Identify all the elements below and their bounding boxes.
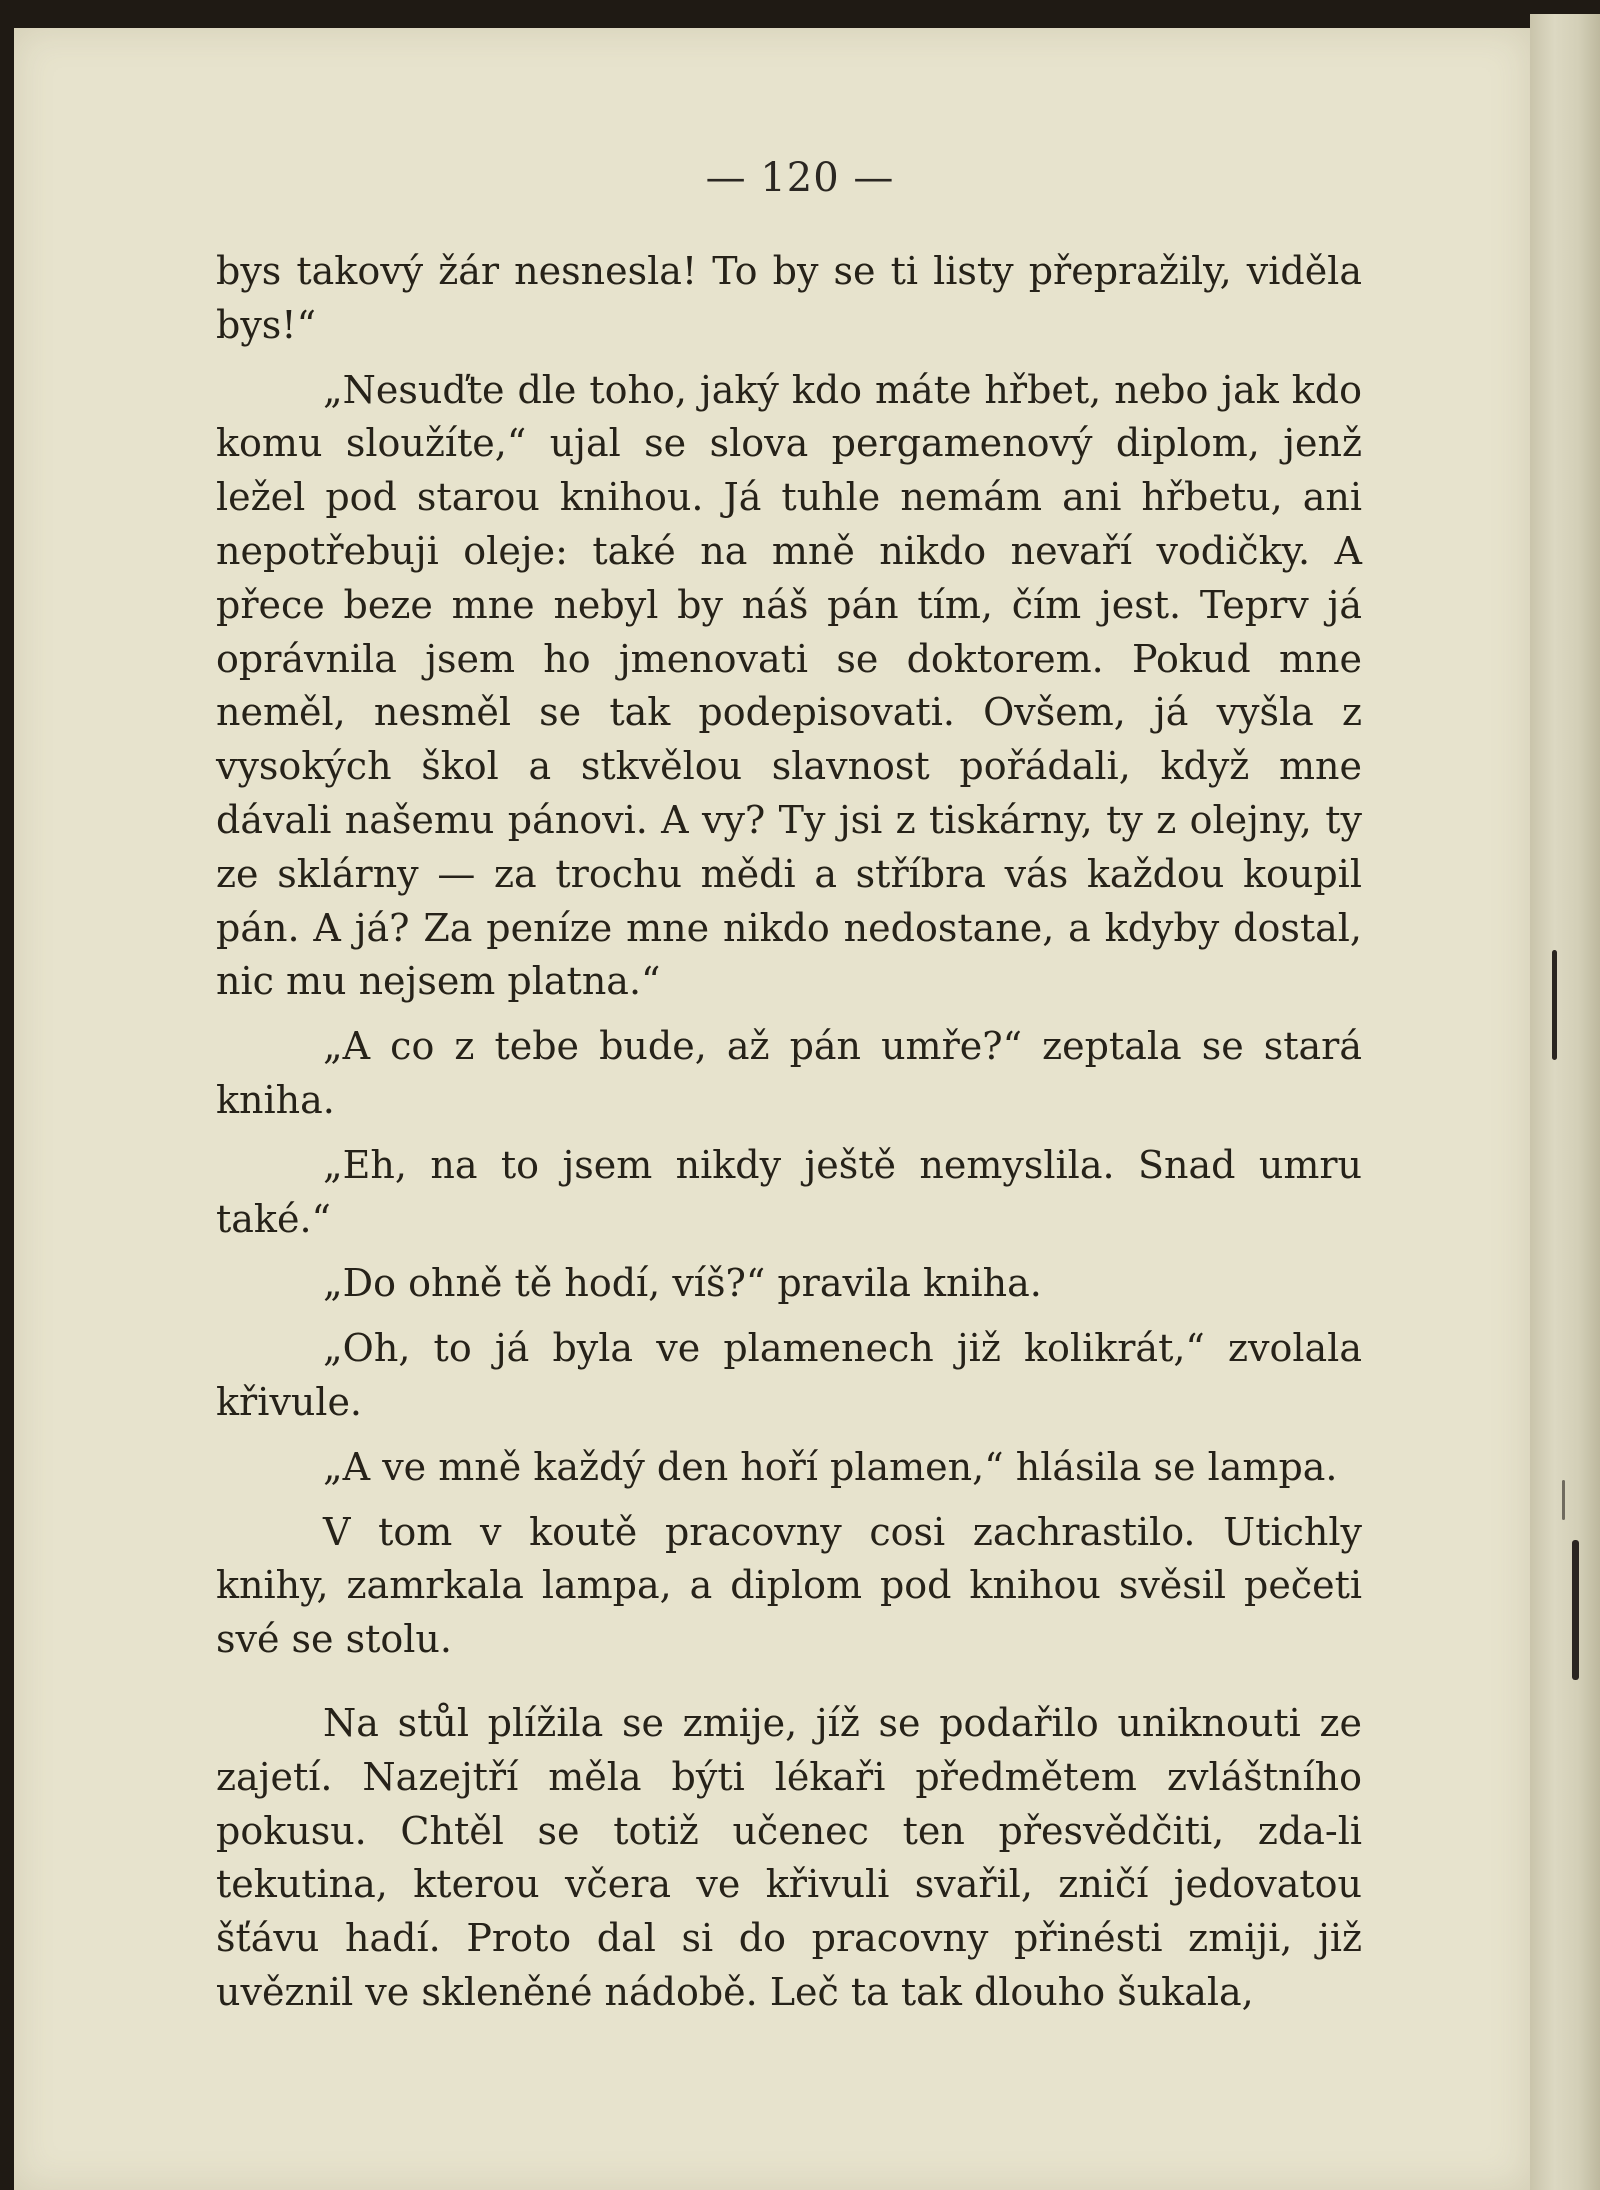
body-text xyxy=(216,245,1362,2020)
paragraph: „Eh, na to jsem nikdy ještě nemyslila. Snad umru také.“ xyxy=(216,1142,1362,1241)
page-edge-strip xyxy=(1530,14,1600,2190)
paragraph: bys takový žár nesnesla! To by se ti listy přepražily, viděla bys!“ xyxy=(216,249,1362,347)
paragraph: V tom v koutě pracovny cosi zachrastilo. Utichly knihy, zamrkala lampa, a diplom pod knihou svěsil pečeti své se stolu. xyxy=(216,1509,1362,1662)
paragraph: „A ve mně každý den hoří plamen,“ hlásila se lampa. xyxy=(323,1444,1338,1489)
paragraph: Na stůl plížila se zmije, jíž se podařilo uniknouti ze zajetí. Nazejtří měla býti lékaři předmětem zvláštního pokusu. Chtěl se totiž učenec ten přesvědčiti, zda-li tekutina, kterou včera ve křivuli svařil, zničí jedovatou šťávu hadí. Proto dal si do pracovny přinésti zmiji, již uvěznil ve skleněné nádobě. Leč ta tak dlouho šukala, xyxy=(216,1700,1362,2014)
binding-mark xyxy=(1552,950,1557,1060)
binding-mark xyxy=(1562,1480,1565,1520)
paragraph: „Do ohně tě hodí, víš?“ pravila kniha. xyxy=(323,1261,1042,1306)
paragraph: „Oh, to já byla ve plamenech již kolikrát,“ zvolala křivule. xyxy=(216,1326,1362,1424)
paragraph: „A co z tebe bude, až pán umře?“ zeptala se stará kniha. xyxy=(216,1024,1362,1122)
paragraph: „Nesuďte dle toho, jaký kdo máte hřbet, nebo jak kdo komu sloužíte,“ ujal se slova pergamenový diplom, jenž ležel pod starou knihou. Já tuhle nemám ani hřbetu, ani nepotřebuji oleje: také na mně nikdo nevaří vodičky. A přece beze mne nebyl by náš pán tím, čím jest. Teprv já oprávnila jsem ho jmenovati se doktorem. Pokud mne neměl, nesměl se tak podepisovati. Ovšem, já vyšla z vysokých škol a stkvělou slavnost pořádali, když mne dávali našemu pánovi. A vy? Ty jsi z tiskárny, ty z olejny, ty ze sklárny — za trochu mědi a stříbra vás každou koupil pán. A já? Za peníze mne nikdo nedostane, a kdyby dostal, nic mu nejsem platna.“ xyxy=(216,367,1362,1004)
page-number: — 120 — xyxy=(705,155,895,201)
binding-mark xyxy=(1572,1540,1579,1680)
